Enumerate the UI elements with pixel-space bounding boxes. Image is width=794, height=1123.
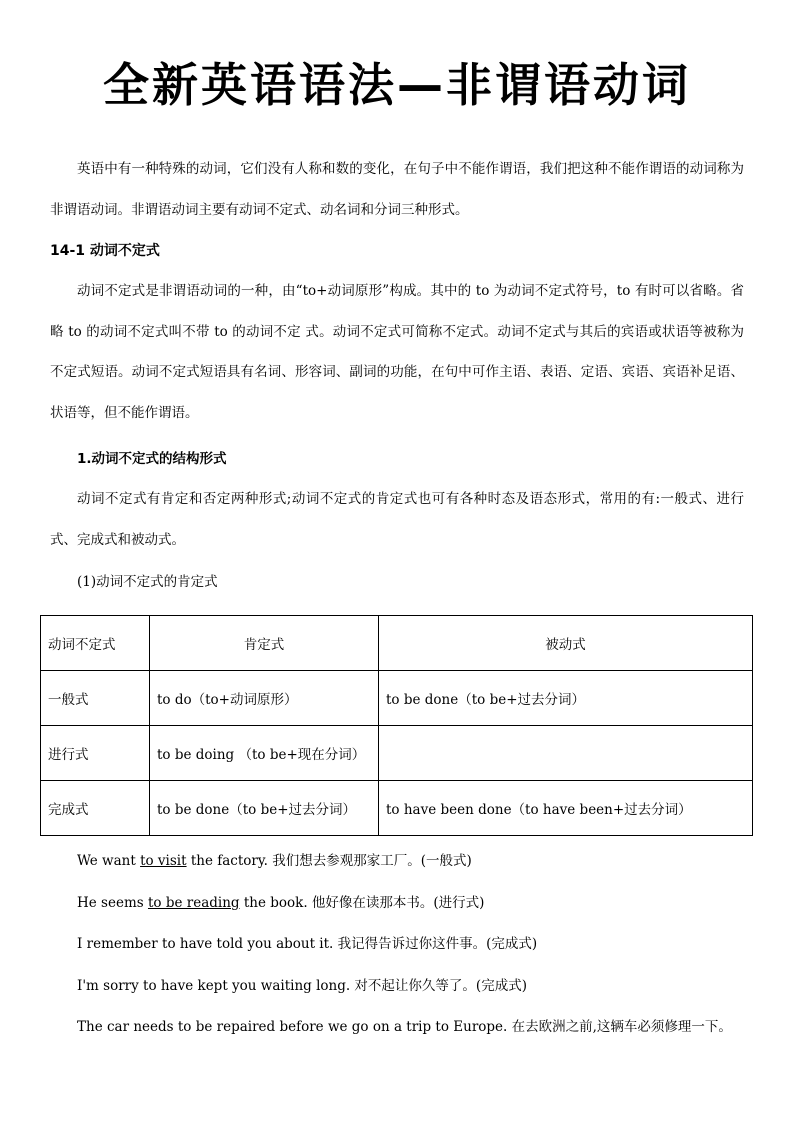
- table-cell: to be done（to be+过去分词）: [379, 671, 753, 726]
- table-cell: [379, 726, 753, 781]
- example-text: He seems: [77, 895, 148, 911]
- section-paragraph: 动词不定式是非谓语动词的一种，由“to+动词原形”构成。其中的 to 为动词不定式符号，to 有时可以省略。省略 to 的动词不定式叫不带 to 的动词不定 式。动词不定式可简称不定式。动词不定式与其后的宾语或状语等被称为不定式短语。动词不定式短语具有名词、形容词、副词的功能，在句中可作主语、表语、定语、宾语、宾语补足语、状语等，但不能作谓语。: [50, 283, 744, 421]
- section-heading: 14-1 动词不定式: [50, 243, 160, 259]
- example-sentence: I remember to have told you about it. 我记得告诉过你这件事。(完成式): [77, 936, 538, 952]
- table-cell: to do（to+动词原形）: [150, 671, 379, 726]
- underlined-infinitive: to be reading: [147, 895, 240, 911]
- example-text: We want: [77, 853, 141, 869]
- table-row: [41, 671, 753, 726]
- table-row: [41, 781, 753, 836]
- table-cell: to be doing （to be+现在分词）: [150, 726, 379, 781]
- table-caption: (1)动词不定式的肯定式: [77, 574, 218, 590]
- table-cell: to be done（to be+过去分词）: [150, 781, 379, 836]
- table-cell: to have been done（to have been+过去分词）: [379, 781, 753, 836]
- example-text: the factory. 我们想去参观那家工厂。(一般式): [186, 853, 472, 869]
- table-cell: 进行式: [41, 726, 150, 781]
- page-title: 全新英语语法—非谓语动词: [103, 58, 691, 112]
- underlined-infinitive: to visit: [140, 853, 187, 869]
- table-cell: 完成式: [41, 781, 150, 836]
- table-header-cell: 肯定式: [150, 616, 379, 671]
- example-sentence: [77, 892, 484, 914]
- example-sentence: I'm sorry to have kept you waiting long. 对不起让你久等了。(完成式): [77, 978, 527, 994]
- example-text: the book. 他好像在读那本书。(进行式): [239, 895, 485, 911]
- table-header-cell: 动词不定式: [41, 616, 150, 671]
- example-sentence: [77, 850, 472, 872]
- table-row: [41, 726, 753, 781]
- table-header-row: [41, 616, 753, 671]
- table-header-cell: 被动式: [379, 616, 753, 671]
- table-cell: 一般式: [41, 671, 150, 726]
- example-sentence: The car needs to be repaired before we go on a trip to Europe. 在去欧洲之前,这辆车必须修理一下。: [77, 1019, 732, 1035]
- subsection-heading: 1.动词不定式的结构形式: [77, 451, 227, 467]
- infinitive-forms-table: [40, 615, 753, 836]
- subsection-paragraph: 动词不定式有肯定和否定两种形式;动词不定式的肯定式也可有各种时态及语态形式，常用的有:一般式、进行式、完成式和被动式。: [50, 491, 744, 548]
- intro-paragraph: 英语中有一种特殊的动词，它们没有人称和数的变化，在句子中不能作谓语，我们把这种不能作谓语的动词称为非谓语动词。非谓语动词主要有动词不定式、动名词和分词三种形式。: [50, 161, 744, 218]
